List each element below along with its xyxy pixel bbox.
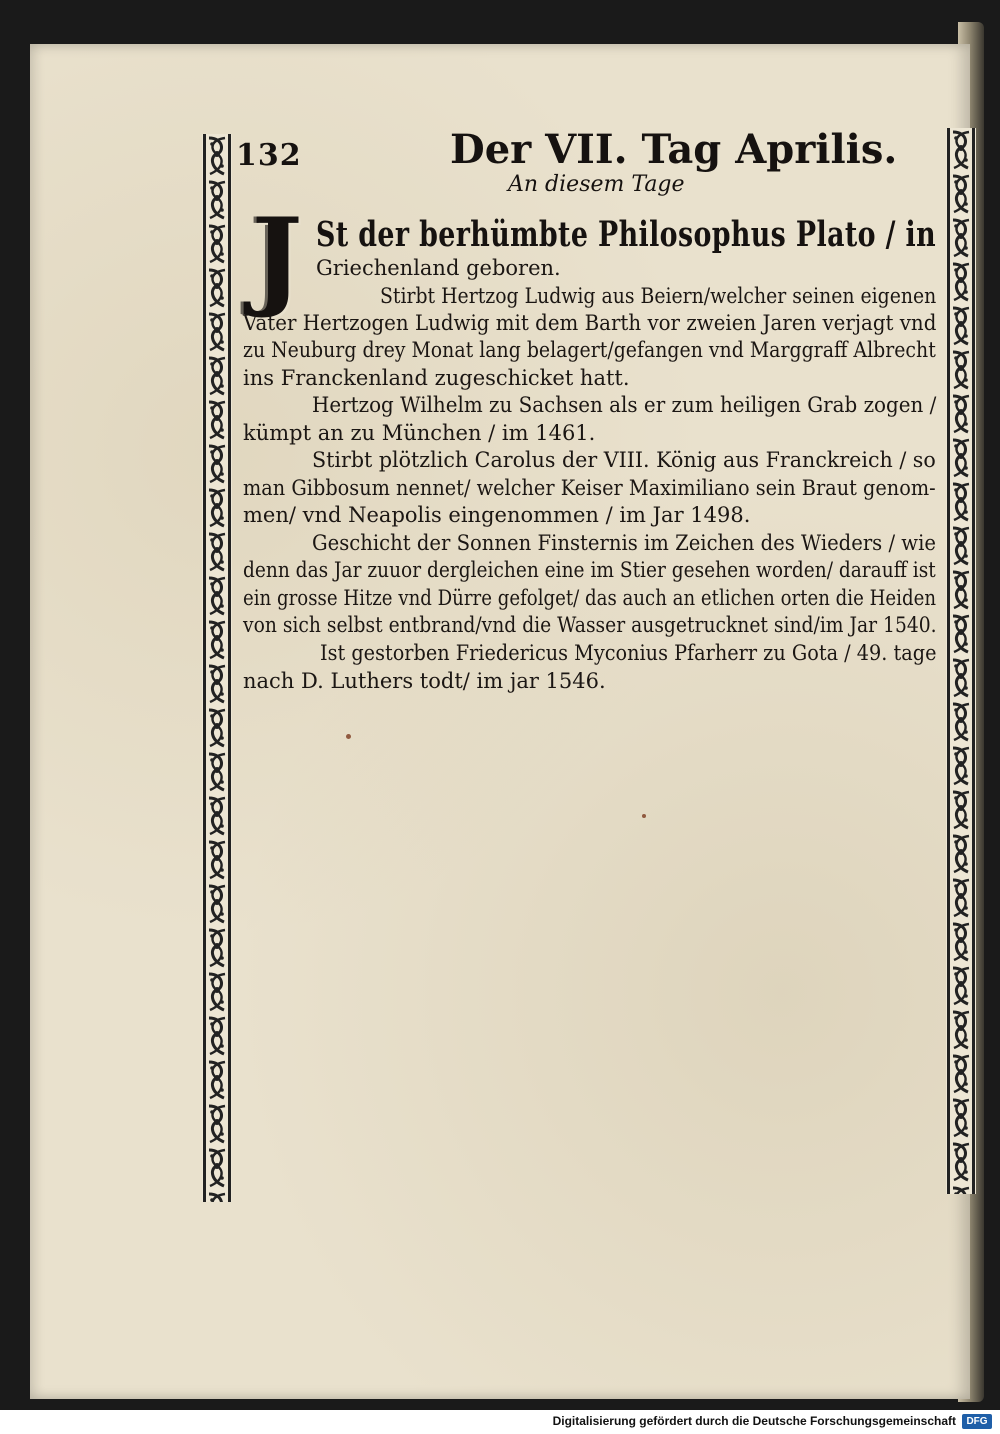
text-line: kümpt an zu München / im 1461. — [243, 421, 596, 445]
drop-initial: J — [251, 195, 303, 321]
text-line: Hertzog Wilhelm zu Sachsen als er zum heiligen Grab zogen / — [312, 393, 937, 417]
text-line: Stirbt plötzlich Carolus der VIII. König aus Franckreich / so — [312, 448, 936, 472]
text-line: Stirbt Hertzog Ludwig aus Beiern/welcher seinen eigenen — [380, 284, 937, 308]
text-line: man Gibbosum nennet/ welcher Keiser Maximiliano sein Braut genom- — [243, 476, 936, 500]
digitization-footer — [0, 1410, 1000, 1434]
dfg-logo-text: DFG — [966, 1416, 988, 1427]
ornamental-border-left — [202, 134, 232, 1202]
text-line: ins Franckenland zugeschicket hatt. — [243, 366, 630, 390]
page-number: 132 — [236, 138, 302, 173]
ink-speck — [642, 814, 646, 818]
ink-speck — [346, 734, 351, 739]
ornamental-border-right — [946, 128, 976, 1194]
text-line: Griechenland geboren. — [316, 256, 561, 280]
text-line: ein grosse Hitze vnd Dürre gefolget/ das auch an etlichen orten die Heiden — [243, 586, 937, 610]
page-title: Der VII. Tag Aprilis. — [450, 126, 898, 173]
funding-credit: Digitalisierung gefördert durch die Deutsche Forschungsgemeinschaft — [552, 1414, 956, 1428]
text-line: denn das Jar zuuor dergleichen eine im Stier gesehen worden/ darauff ist — [243, 558, 936, 582]
lead-line: St der berhümbte Philosophus Plato / in — [316, 214, 937, 255]
text-line: Ist gestorben Friedericus Myconius Pfarherr zu Gota / 49. tage — [320, 641, 937, 665]
text-line: Geschicht der Sonnen Finsternis im Zeichen des Wieders / wie — [312, 531, 936, 555]
text-line: von sich selbst entbrand/vnd die Wasser ausgetrucknet sind/im Jar 1540. — [243, 613, 937, 637]
text-line: men/ vnd Neapolis eingenommen / im Jar 1498. — [243, 503, 751, 527]
text-line: Vater Hertzogen Ludwig mit dem Barth vor zweien Jaren verjagt vnd — [243, 311, 937, 335]
page-subtitle: An diesem Tage — [508, 172, 685, 197]
text-line: zu Neuburg drey Monat lang belagert/gefangen vnd Marggraff Albrecht — [243, 338, 936, 362]
dfg-logo-icon — [962, 1414, 992, 1429]
text-line: nach D. Luthers todt/ im jar 1546. — [243, 669, 606, 693]
